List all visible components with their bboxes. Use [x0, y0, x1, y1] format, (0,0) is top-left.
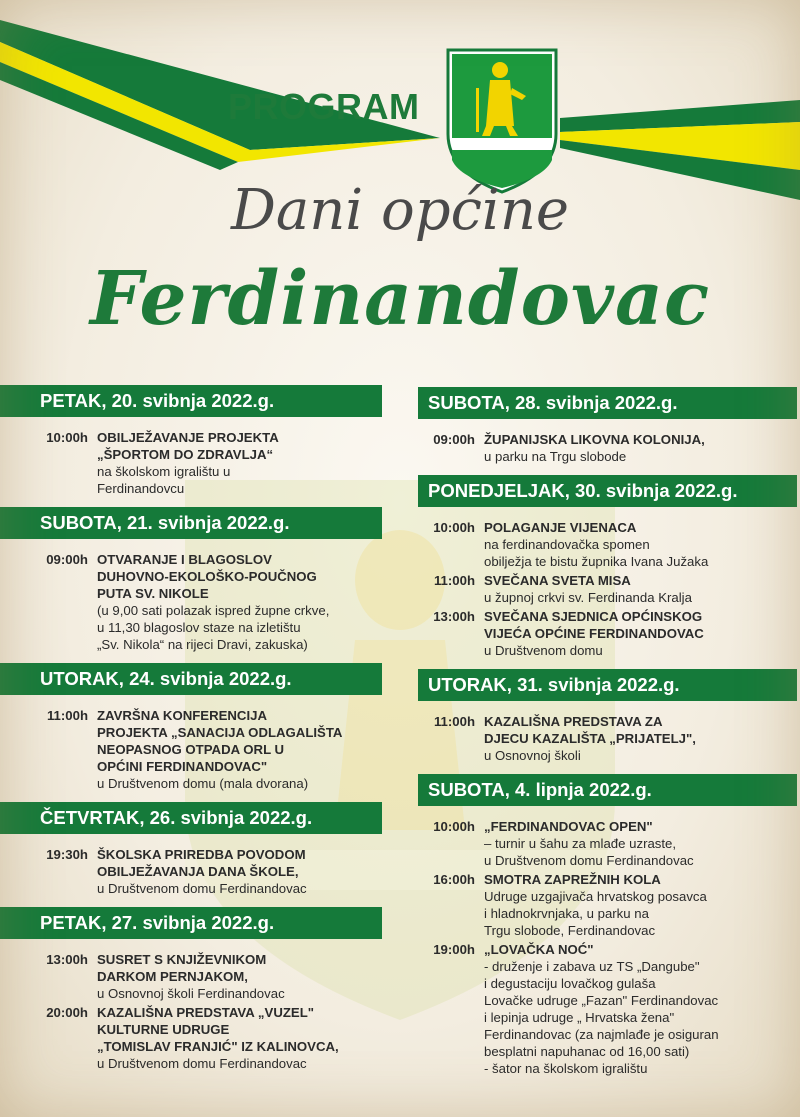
event-title: SVEČANA SVETA MISA	[484, 573, 631, 588]
day-section	[418, 669, 800, 774]
event-description: (u 9,00 sati polazak ispred župne crkve, u 11,30 blagoslov staze na izletištu „Sv. Nikola“ na rijeci Dravi, zakuska)	[97, 603, 330, 652]
event-item	[0, 1004, 382, 1072]
event-body	[484, 941, 800, 1077]
event-title: POLAGANJE VIJENACA	[484, 520, 637, 535]
event-time: 19:30h	[46, 847, 88, 862]
event-description: – turnir u šahu za mlađe uzraste, u Društvenom domu Ferdinandovac	[484, 836, 694, 868]
event-description: u Društvenom domu (mala dvorana)	[97, 776, 309, 791]
event-body	[97, 1004, 382, 1072]
event-item	[418, 713, 800, 764]
day-section	[0, 907, 382, 1082]
event-item	[418, 572, 800, 606]
event-time: 20:00h	[46, 1005, 88, 1020]
event-title: SVEČANA SJEDNICA OPĆINSKOG VIJEĆA OPĆINE FERDINANDOVAC	[484, 609, 704, 641]
day-events	[0, 695, 382, 802]
event-item	[0, 846, 382, 897]
event-body	[484, 572, 800, 606]
event-description: u župnoj crkvi sv. Ferdinanda Kralja	[484, 590, 692, 605]
event-time: 11:00h	[433, 573, 475, 588]
event-description: u Društvenom domu Ferdinandovac	[97, 1056, 307, 1071]
event-title: ZAVRŠNA KONFERENCIJA PROJEKTA „SANACIJA ODLAGALIŠTA NEOPASNOG OTPADA ORL U OPĆINI FERDINANDOVAC"	[97, 708, 343, 774]
event-body	[97, 951, 382, 1002]
event-time: 11:00h	[433, 714, 475, 729]
day-events	[0, 539, 382, 663]
title-line-2: Ferdinandovac	[89, 256, 711, 342]
event-body	[97, 551, 382, 653]
event-time: 10:00h	[433, 520, 475, 535]
coat-of-arms-icon	[446, 48, 558, 194]
event-description: u parku na Trgu slobode	[484, 449, 627, 464]
day-header: SUBOTA, 28. svibnja 2022.g.	[418, 387, 797, 419]
day-header: UTORAK, 31. svibnja 2022.g.	[418, 669, 797, 701]
event-item	[418, 519, 800, 570]
event-item	[0, 951, 382, 1002]
event-body	[484, 608, 800, 659]
day-header: UTORAK, 24. svibnja 2022.g.	[0, 663, 382, 695]
day-header: PONEDJELJAK, 30. svibnja 2022.g.	[418, 475, 797, 507]
event-time: 09:00h	[46, 552, 88, 567]
event-title: OBILJEŽAVANJE PROJEKTA „ŠPORTOM DO ZDRAVLJA“	[97, 430, 279, 462]
event-description: - druženje i zabava uz TS „Dangube" i degustaciju lovačkog gulaša Lovačke udruge „Fazan" Ferdinandovac i lepinja udruge „ Hrvatska žena" Ferdinandovac (za najmlađe je osiguran besplatni napuhanac od 16,00 sati) - šator na školskom igralištu	[484, 959, 719, 1076]
day-header: SUBOTA, 4. lipnja 2022.g.	[418, 774, 797, 806]
event-time: 16:00h	[433, 872, 475, 887]
day-header: PETAK, 20. svibnja 2022.g.	[0, 385, 382, 417]
event-body	[484, 431, 800, 465]
day-section	[418, 387, 800, 475]
day-events	[0, 834, 382, 907]
event-body	[97, 846, 382, 897]
day-events	[418, 507, 800, 669]
event-item	[418, 871, 800, 939]
event-item	[0, 551, 382, 653]
event-description: Udruge uzgajivača hrvatskog posavca i hladnokrvnjaka, u parku na Trgu slobode, Ferdinandovac	[484, 889, 707, 938]
day-section	[418, 475, 800, 669]
event-time: 10:00h	[433, 819, 475, 834]
event-item	[0, 429, 382, 497]
event-description: u Osnovnoj školi	[484, 748, 581, 763]
event-body	[484, 818, 800, 869]
day-events	[418, 419, 800, 475]
event-time: 10:00h	[46, 430, 88, 445]
event-item	[418, 941, 800, 1077]
event-title: „FERDINANDOVAC OPEN"	[484, 819, 653, 834]
title-line-1: Dani općine	[230, 178, 570, 243]
event-title: OTVARANJE I BLAGOSLOV DUHOVNO-EKOLOŠKO-POUČNOG PUTA SV. NIKOLE	[97, 552, 317, 601]
day-events	[0, 417, 382, 507]
day-section	[0, 802, 382, 907]
day-section	[0, 507, 382, 663]
event-title: KAZALIŠNA PREDSTAVA ZA DJECU KAZALIŠTA „PRIJATELJ",	[484, 714, 696, 746]
event-item	[418, 818, 800, 869]
event-time: 19:00h	[433, 942, 475, 957]
event-body	[97, 707, 382, 792]
event-title: ŠKOLSKA PRIREDBA POVODOM OBILJEŽAVANJA DANA ŠKOLE,	[97, 847, 306, 879]
event-description: na školskom igralištu u Ferdinandovcu	[97, 464, 231, 496]
day-header: ČETVRTAK, 26. svibnja 2022.g.	[0, 802, 382, 834]
event-title: „LOVAČKA NOĆ"	[484, 942, 594, 957]
event-title: ŽUPANIJSKA LIKOVNA KOLONIJA,	[484, 432, 705, 447]
event-body	[484, 871, 800, 939]
event-body	[484, 519, 800, 570]
event-item	[418, 431, 800, 465]
schedule-left-column	[0, 385, 382, 1082]
day-section	[0, 663, 382, 802]
event-time: 09:00h	[433, 432, 475, 447]
day-events	[418, 701, 800, 774]
program-title: PROGRAM	[228, 86, 420, 127]
day-events	[418, 806, 800, 1087]
event-time: 13:00h	[46, 952, 88, 967]
day-header: PETAK, 27. svibnja 2022.g.	[0, 907, 382, 939]
day-header: SUBOTA, 21. svibnja 2022.g.	[0, 507, 382, 539]
event-time: 11:00h	[46, 708, 88, 723]
day-section	[418, 774, 800, 1087]
event-body	[97, 429, 382, 497]
event-title: SUSRET S KNJIŽEVNIKOM DARKOM PERNJAKOM,	[97, 952, 267, 984]
event-title: KAZALIŠNA PREDSTAVA „VUZEL" KULTURNE UDRUGE „TOMISLAV FRANJIĆ" IZ KALINOVCA,	[97, 1005, 339, 1054]
event-body	[484, 713, 800, 764]
event-description: u Osnovnoj školi Ferdinandovac	[97, 986, 285, 1001]
day-section	[0, 385, 382, 507]
event-time: 13:00h	[433, 609, 475, 624]
event-item	[418, 608, 800, 659]
event-description: u Društvenom domu	[484, 643, 603, 658]
event-description: u Društvenom domu Ferdinandovac	[97, 881, 307, 896]
event-title: SMOTRA ZAPREŽNIH KOLA	[484, 872, 661, 887]
event-description: na ferdinandovačka spomen obilježja te bistu župnika Ivana Južaka	[484, 537, 709, 569]
event-item	[0, 707, 382, 792]
day-events	[0, 939, 382, 1082]
schedule-right-column	[418, 387, 800, 1087]
